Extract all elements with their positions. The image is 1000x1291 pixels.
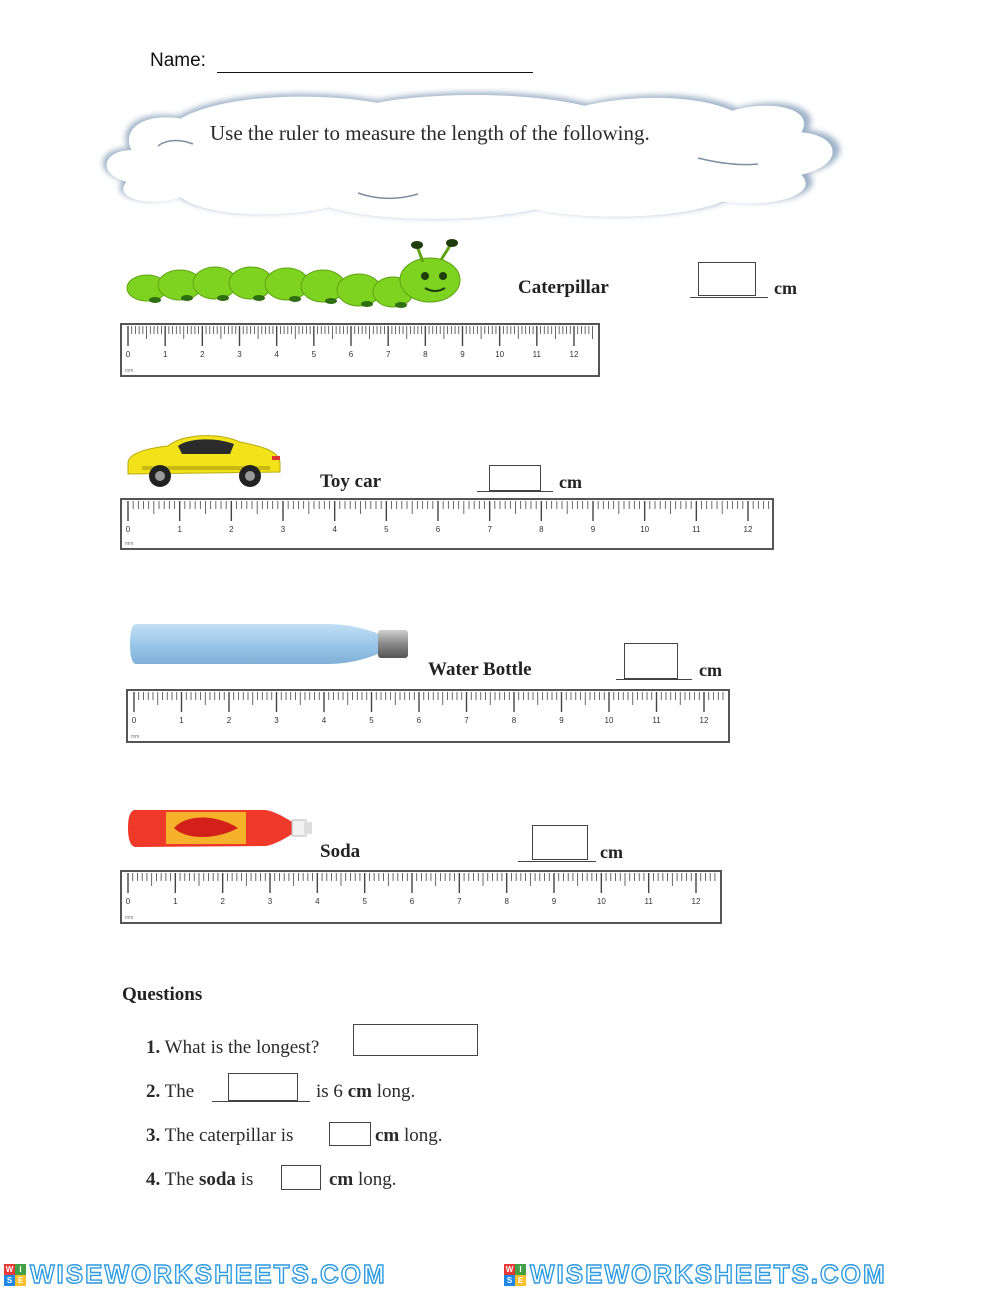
ruler-label: 7 (457, 897, 462, 906)
ruler-label: 8 (511, 716, 517, 725)
ruler-label: 7 (487, 525, 492, 534)
ruler-label: 8 (539, 525, 544, 534)
toy-car-ruler[interactable] (120, 498, 774, 550)
question-4-post: long. (358, 1169, 397, 1190)
toy-car-unit: cm (559, 472, 582, 492)
ruler-label: 5 (362, 897, 367, 906)
ruler-label: 12 (569, 350, 579, 359)
ruler-label: 3 (237, 350, 242, 359)
caterpillar-image (125, 238, 465, 310)
question-4-end (329, 1169, 397, 1191)
ruler-label: 1 (177, 525, 182, 534)
caterpillar-answer-box[interactable] (698, 262, 756, 296)
ruler-label: 8 (423, 350, 428, 359)
ruler-label: 9 (559, 716, 564, 725)
question-3-number: 3. (146, 1125, 161, 1146)
ruler-label: 1 (179, 716, 184, 725)
question-4-mid: is (240, 1169, 254, 1190)
ruler-label: 10 (495, 350, 505, 359)
question-4-item: soda (198, 1169, 236, 1190)
ruler-label: 3 (280, 525, 286, 534)
question-2-start (146, 1081, 194, 1103)
ruler-label: 6 (435, 525, 441, 534)
question-2-answer-line (212, 1101, 310, 1102)
name-label: Name: (150, 50, 206, 71)
question-3-cm: cm (375, 1125, 400, 1146)
ruler-label: 12 (743, 525, 753, 534)
water-bottle-ruler[interactable] (126, 689, 730, 743)
question-2-post-a: is 6 (316, 1081, 343, 1102)
ruler-label: 4 (332, 525, 337, 534)
question-4-answer-box[interactable] (281, 1165, 321, 1190)
ruler-label: 6 (348, 350, 354, 359)
question-2-pre: The (164, 1081, 195, 1102)
water-bottle-answer-box[interactable] (624, 643, 678, 679)
ruler-label: 3 (267, 897, 273, 906)
question-1-number: 1. (146, 1037, 161, 1058)
question-3-start (146, 1125, 293, 1147)
caterpillar-label: Caterpillar (518, 277, 609, 298)
footer-brand-text: WISEWORKSHEETS.COM (30, 1259, 387, 1289)
footer-watermark (0, 1253, 1000, 1291)
question-1-text: What is the longest? (164, 1037, 320, 1058)
water-bottle-label: Water Bottle (428, 659, 532, 680)
ruler-label: 1 (162, 350, 168, 359)
question-2-end (316, 1081, 415, 1103)
ruler-label: 10 (604, 716, 614, 725)
question-2-number: 2. (146, 1081, 161, 1102)
soda-unit: cm (600, 842, 623, 862)
water-bottle-answer-line (616, 679, 692, 680)
ruler-label: 1 (173, 897, 178, 906)
toy-car-answer-box[interactable] (489, 465, 541, 491)
soda-answer-box[interactable] (532, 825, 588, 860)
ruler-label: 0 (125, 525, 131, 534)
ruler-label: 4 (315, 897, 320, 906)
caterpillar-unit: cm (774, 278, 797, 298)
ruler-units-label: mm (125, 541, 134, 547)
footer-brand-left (4, 1259, 387, 1290)
instruction-text: Use the ruler to measure the length of the following. (210, 121, 650, 145)
ruler-label: 9 (551, 897, 557, 906)
brand-logo-icon: W I S E (4, 1264, 26, 1286)
ruler-label: 2 (200, 350, 205, 359)
caterpillar-answer-line (690, 297, 768, 298)
question-2-post-b: long. (376, 1081, 416, 1102)
ruler-label: 0 (131, 716, 137, 725)
soda-image (126, 804, 316, 852)
question-4-number: 4. (146, 1169, 161, 1190)
question-1 (146, 1037, 319, 1059)
ruler-label: 2 (229, 525, 234, 534)
question-3-pre: The caterpillar is (164, 1125, 294, 1146)
ruler-label: 7 (464, 716, 469, 725)
soda-answer-line (518, 861, 596, 862)
ruler-label: 9 (590, 525, 596, 534)
ruler-label: 11 (652, 716, 661, 725)
footer-brand-right (504, 1259, 887, 1290)
ruler-label: 0 (125, 897, 131, 906)
instruction-cloud (88, 88, 858, 223)
ruler-label: 0 (125, 350, 131, 359)
ruler-label: 8 (504, 897, 509, 906)
toy-car-answer-line (477, 491, 553, 492)
ruler-units-label: mm (131, 734, 140, 740)
ruler-label: 10 (596, 897, 606, 906)
question-1-answer-box[interactable] (353, 1024, 478, 1056)
ruler-label: 12 (691, 897, 701, 906)
question-4-pre: The (164, 1169, 195, 1190)
question-2-cm: cm (347, 1081, 372, 1102)
ruler-label: 2 (220, 897, 225, 906)
question-3-post: long. (404, 1125, 443, 1146)
ruler-label: 11 (692, 525, 701, 534)
ruler-label: 4 (321, 716, 327, 725)
ruler-units-label: mm (125, 368, 134, 374)
ruler-label: 5 (384, 525, 389, 534)
questions-title: Questions (122, 984, 203, 1005)
toy-car-image (122, 428, 284, 490)
ruler-label: 12 (699, 716, 709, 725)
water-bottle-unit: cm (699, 660, 722, 680)
ruler-label: 2 (226, 716, 232, 725)
soda-ruler[interactable] (120, 870, 722, 924)
ruler-label: 6 (409, 897, 415, 906)
question-2-answer-box[interactable] (228, 1073, 298, 1101)
question-3-answer-box[interactable] (329, 1122, 371, 1146)
toy-car-label: Toy car (320, 471, 382, 492)
brand-logo-icon: W I S E (504, 1264, 526, 1286)
name-input-line[interactable] (217, 72, 533, 73)
ruler-label: 10 (640, 525, 650, 534)
ruler-label: 11 (532, 350, 541, 359)
ruler-label: 3 (274, 716, 279, 725)
ruler-label: 6 (416, 716, 422, 725)
question-4-cm: cm (329, 1169, 354, 1190)
caterpillar-ruler[interactable] (120, 323, 600, 377)
ruler-label: 4 (274, 350, 279, 359)
question-3-end (375, 1125, 443, 1147)
question-4-start (146, 1169, 253, 1191)
ruler-label: 5 (369, 716, 374, 725)
footer-brand-text: WISEWORKSHEETS.COM (530, 1259, 887, 1289)
ruler-label: 7 (385, 350, 391, 359)
ruler-label: 9 (460, 350, 465, 359)
ruler-units-label: mm (125, 915, 134, 921)
ruler-label: 11 (644, 897, 653, 906)
soda-label: Soda (320, 841, 361, 862)
water-bottle-image (128, 618, 414, 670)
ruler-label: 5 (311, 350, 317, 359)
